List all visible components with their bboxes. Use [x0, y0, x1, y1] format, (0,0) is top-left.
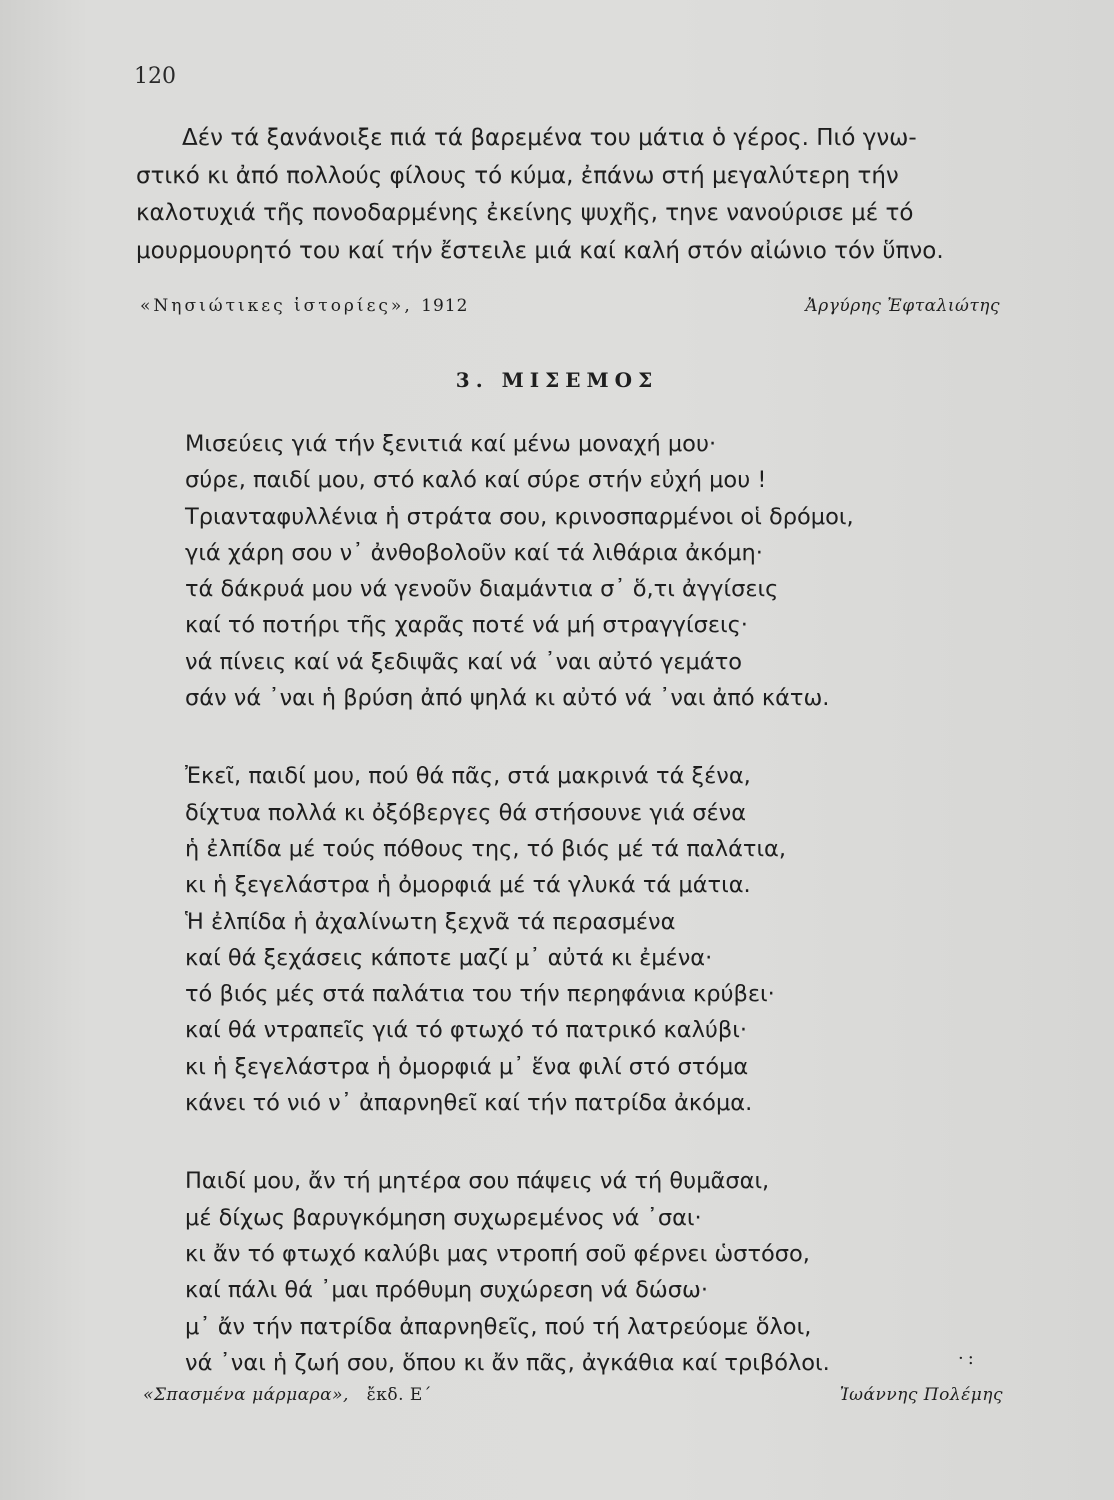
- page-number: 120: [134, 64, 176, 89]
- verse: δίχτυα πολλά κι ὀξόβεργες θά στήσουνε γιά σένα: [185, 799, 747, 826]
- verse: νά πίνεις καί νά ξεδιψᾶς καί νά ᾿ναι αὐτό γεμάτο: [185, 648, 743, 675]
- attribution-source: «Σπασμένα μάρμαρα», ἔκδ. Ε΄: [143, 1385, 432, 1405]
- verse: σύρε, παιδί μου, στό καλό καί σύρε στήν εὐχή μου !: [185, 467, 767, 494]
- verse: καί πάλι θά ᾿μαι πρόθυμη συχώρεση νά δώσω·: [185, 1277, 708, 1304]
- verse: κι ἡ ξεγελάστρα ἡ ὀμορφιά μέ τά γλυκά τά μάτια.: [185, 872, 751, 899]
- verse: καί θά ξεχάσεις κάποτε μαζί μ᾿ αὐτά κι ἐμένα·: [185, 944, 713, 971]
- poem: [185, 426, 985, 1381]
- prose-line: Δέν τά ξανάνοιξε πιά τά βαρεμένα του μάτια ὁ γέρος. Πιό γνω-: [182, 125, 917, 151]
- prose-line: καλοτυχιά τῆς πονοδαρμένης ἐκείνης ψυχῆς, τηνε νανούρισε μέ τό: [136, 200, 914, 226]
- verse: Ἡ ἐλπίδα ἡ ἀχαλίνωτη ξεχνᾶ τά περασμένα: [185, 908, 676, 935]
- prose-paragraph: [136, 120, 986, 270]
- verse: καί θά ντραπεῖς γιά τό φτωχό τό πατρικό καλύβι·: [185, 1017, 748, 1044]
- attribution-year: 1912: [421, 296, 469, 316]
- stanza-1: [185, 426, 985, 716]
- ink-specks: ·:: [958, 1348, 978, 1369]
- verse: νά ᾿ναι ἡ ζωή σου, ὅπου κι ἄν πᾶς, ἀγκάθια καί τριβόλοι.: [185, 1349, 830, 1376]
- verse: γιά χάρη σου ν᾿ ἀνθοβολοῦν καί τά λιθάρια ἀκόμη·: [185, 539, 763, 566]
- verse: κάνει τό νιό ν᾿ ἀπαρνηθεῖ καί τήν πατρίδα ἀκόμα.: [185, 1090, 753, 1117]
- attribution-author: Ἰωάννης Πολέμης: [839, 1385, 1003, 1405]
- poem-title: 3. ΜΙΣΕΜΟΣ: [455, 368, 659, 392]
- stanza-3: [185, 1163, 985, 1381]
- verse: μέ δίχως βαρυγκόμηση συχωρεμένος νά ᾿σαι·: [185, 1204, 702, 1231]
- verse: τά δάκρυά μου νά γενοῦν διαμάντια σ᾿ ὅ,τι ἀγγίσεις: [185, 576, 779, 603]
- stanza-2: [185, 758, 985, 1121]
- verse: Ἐκεῖ, παιδί μου, πού θά πᾶς, στά μακρινά τά ξένα,: [185, 763, 751, 790]
- verse: Παιδί μου, ἄν τή μητέρα σου πάψεις νά τή θυμᾶσαι,: [185, 1168, 770, 1195]
- prose-line: μουρμουρητό του καί τήν ἔστειλε μιά καί καλή στόν αἰώνιο τόν ὕπνο.: [136, 237, 944, 264]
- verse: Μισεύεις γιά τήν ξενιτιά καί μένω μοναχή μου·: [185, 431, 717, 457]
- attribution-author: Ἀργύρης Ἐφταλιώτης: [805, 296, 1000, 316]
- verse: τό βιός μές στά παλάτια του τήν περηφάνια κρύβει·: [185, 981, 775, 1008]
- verse: σάν νά ᾿ναι ἡ βρύση ἀπό ψηλά κι αὐτό νά ᾿ναι ἀπό κάτω.: [185, 685, 830, 712]
- verse: κι ἄν τό φτωχό καλύβι μας ντροπή σοῦ φέρνει ὡστόσο,: [185, 1240, 810, 1267]
- prose-line: στικό κι ἀπό πολλούς φίλους τό κύμα, ἐπάνω στή μεγαλύτερη τήν: [136, 162, 899, 189]
- attribution-source: «Νησιώτικες ἱστορίες», 1912: [140, 296, 469, 316]
- verse: κι ἡ ξεγελάστρα ἡ ὀμορφιά μ᾿ ἕνα φιλί στό στόμα: [185, 1053, 749, 1080]
- verse: μ᾿ ἄν τήν πατρίδα ἀπαρνηθεῖς, πού τή λατρεύομε ὅλοι,: [185, 1313, 812, 1340]
- verse: καί τό ποτήρι τῆς χαρᾶς ποτέ νά μή στραγγίσεις·: [185, 612, 748, 639]
- attribution-edition: ἔκδ. Ε΄: [366, 1385, 432, 1405]
- verse: Τριανταφυλλένια ἡ στράτα σου, κρινοσπαρμένοι οἱ δρόμοι,: [185, 503, 854, 530]
- verse: ἡ ἐλπίδα μέ τούς πόθους της, τό βιός μέ τά παλάτια,: [185, 835, 787, 862]
